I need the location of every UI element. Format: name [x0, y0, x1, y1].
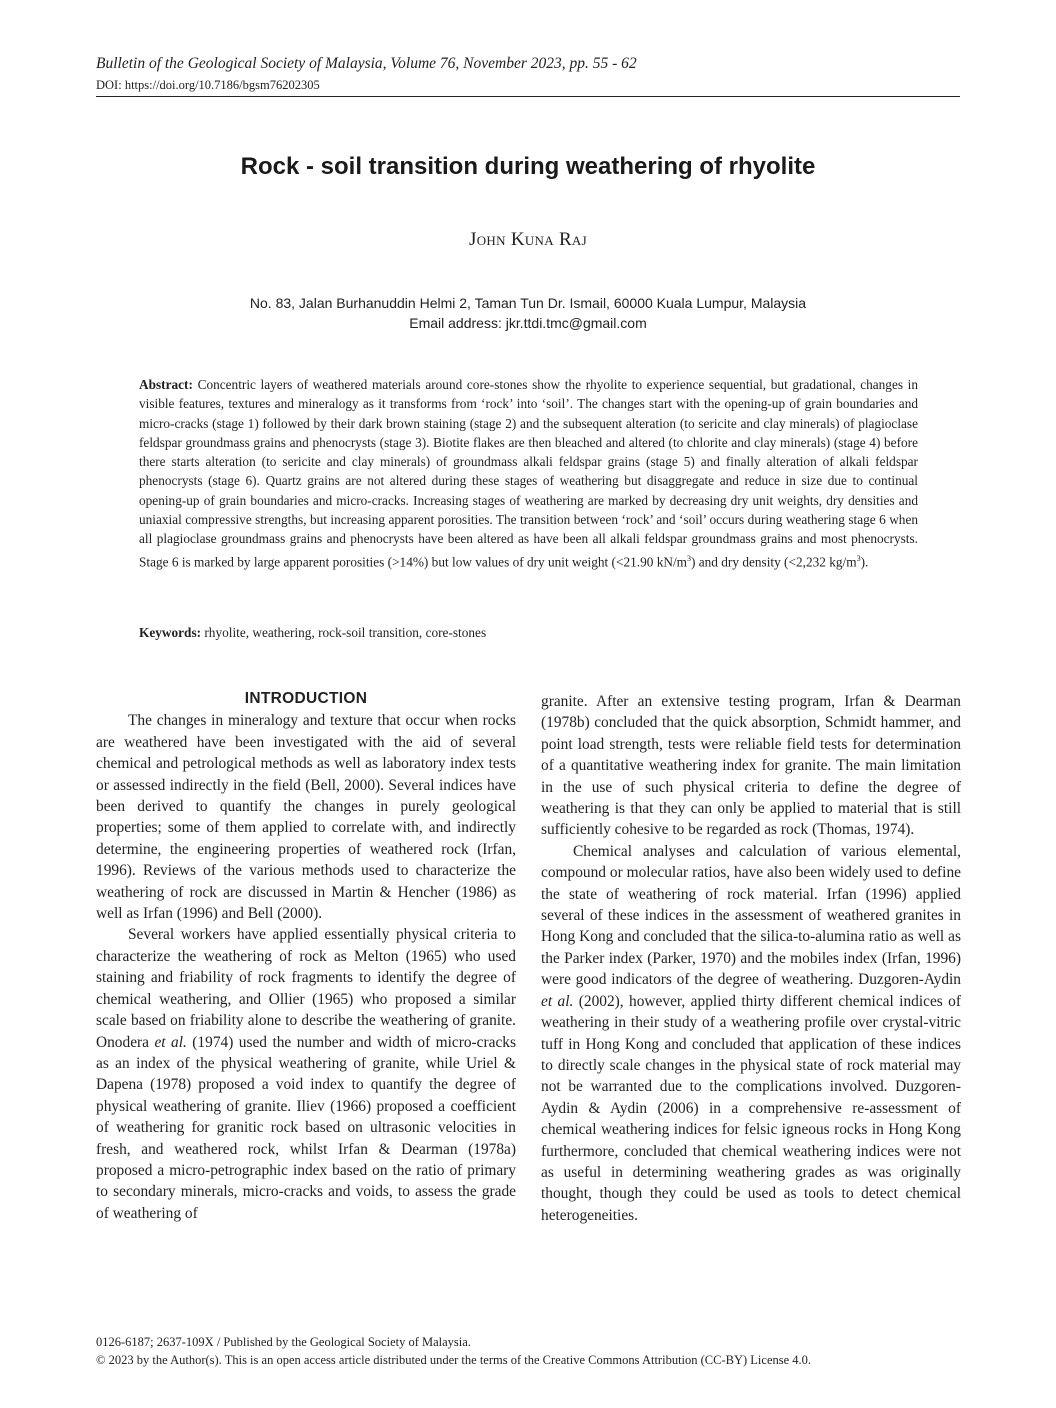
paragraph-text: Chemical analyses and calculation of various elemental, compound or molecular ratios, have also been widely used to define the state of weathering of rock material. Irfan (1996) applied several of these indices in the assessment of weathered granites in Hong Kong and concluded that the silica-to-alumina ratio as well as the Parker index (Parker, 1970) and the mobiles index (Irfan, 1996) were good indicators of the degree of weathering. Duzgoren-Aydin: [541, 842, 961, 989]
abstract-text: ) and dry density (<2,232 kg/m: [691, 554, 857, 570]
keywords: [139, 625, 918, 641]
right-column: [541, 691, 961, 1226]
paragraph: The changes in mineralogy and texture that occur when rocks are weathered have been investigated with the aid of several chemical and petrological methods as well as laboratory index tests or assessed indirectly in the field (Bell, 2000). Several indices have been derived to quantify the changes in purely geological properties; some of them applied to correlate with, and indirectly determine, the engineering properties of weathered rock (Irfan, 1996). Reviews of the various methods used to characterize the weathering of rock are discussed in Martin & Hencher (1986) as well as Irfan (1996) and Bell (2000).: [96, 712, 516, 923]
abstract-superscript: 3: [856, 553, 861, 563]
keywords-label: Keywords:: [139, 625, 202, 640]
affiliation-address: No. 83, Jalan Burhanuddin Helmi 2, Taman Tun Dr. Ismail, 60000 Kuala Lumpur, Malaysia: [249, 295, 807, 311]
abstract-text: ).: [860, 554, 869, 570]
et-al: et al.: [541, 992, 574, 1010]
abstract-superscript: 3: [687, 553, 691, 563]
abstract-text: Concentric layers of weathered materials around core-stones show the rhyolite to experience sequential, but gradational, changes in visible features, textures and mineralogy as it transforms from ‘rock’ into ‘soil’. The changes start with the opening-up of grain boundaries and micro-cracks (stage 1) followed by their dark brown staining (stage 2) and the subsequent alteration (to sericite and clay minerals) of plagioclase feldspar groundmass grains and phenocrysts (stage 3). Biotite flakes are then bleached and altered (to chlorite and clay minerals) (stage 4) before there starts alteration (to sericite and clay minerals) of groundmass alkali feldspar grains (stage 5) and finally alteration of alkali feldspar phenocrysts (stage 6). Quartz grains are not altered during these stages of weathering but disaggregate and reduce in size due to continual opening-up of grain boundaries and micro-cracks. Increasing stages of weathering are marked by decreasing dry unit weights, dry densities and uniaxial compressive strengths, but increasing apparent porosities. The transition between ‘rock’ and ‘soil’ occurs during weathering stage 6 when all plagioclase groundmass grains and phenocrysts have been altered as have been all alkali feldspar groundmass grains and most phenocrysts. Stage 6 is marked by large apparent porosities (>14%) but low values of dry unit weight (<21.90 kN/m: [139, 377, 919, 570]
paragraph-text: (2002), however, applied thirty different chemical indices of weathering in their study of a weathering profile over crystal-vitric tuff in Hong Kong and concluded that application of these indices to directly scale changes in the physical state of rock material may not be warranted due to the complications involved. Duzgoren-Aydin & Aydin (2006) in a comprehensive re-assessment of chemical weathering indices for felsic igneous rocks in Hong Kong furthermore, concluded that chemical weathering indices were not as useful in determining weathering grades as was originally thought, though they could be used as tools to detect chemical heterogeneities.: [541, 992, 961, 1224]
author-email: Email address: jkr.ttdi.tmc@gmail.com: [409, 315, 647, 331]
paragraph: [96, 924, 516, 1224]
affiliation-block: [0, 293, 1056, 333]
journal-citation: Bulletin of the Geological Society of Malaysia, Volume 76, November 2023, pp. 55 - 62: [96, 55, 637, 72]
article-title: Rock - soil transition during weathering of rhyolite: [240, 153, 816, 180]
keywords-text: rhyolite, weathering, rock-soil transition, core-stones: [204, 625, 487, 640]
page-footer: [96, 1333, 811, 1369]
paragraph: [541, 841, 961, 1226]
paragraph-text: Several workers have applied essentially physical criteria to characterize the weathering of rock as Melton (1965) who used staining and friability of rock fragments to identify the degree of chemical weathering, and Ollier (1965) who proposed a similar scale based on friability alone to describe the weathering of granite. Onodera: [96, 926, 516, 1051]
left-column: [96, 688, 516, 1224]
paragraph: granite. After an extensive testing program, Irfan & Dearman (1978b) concluded that the quick absorption, Schmidt hammer, and point load strength, tests were reliable field tests for determination of a quantitative weathering index for granite. The main limitation in the use of such physical criteria to define the degree of weathering is that they can only be applied to material that is still sufficiently cohesive to be regarded as rock (Thomas, 1974).: [541, 693, 961, 839]
et-al: et al.: [154, 1033, 187, 1051]
header-rule: [96, 96, 960, 97]
author-name: John Kuna Raj: [469, 229, 587, 250]
section-heading-introduction: INTRODUCTION: [244, 690, 368, 707]
paragraph-text: (1974) used the number and width of micro-cracks as an index of the physical weathering of granite, while Uriel & Dapena (1978) proposed a void index to quantify the degree of physical weathering of granite. Iliev (1966) proposed a coefficient of weathering for granitic rock based on ultrasonic velocities in fresh, and weathered rock, whilst Irfan & Dearman (1978a) proposed a micro-petrographic index based on the ratio of primary to secondary minerals, micro-cracks and voids, to assess the grade of weathering of: [96, 1033, 516, 1222]
abstract: [139, 375, 918, 571]
footer-license: © 2023 by the Author(s). This is an open access article distributed under the terms of the Creative Commons Attribution (CC-BY) License 4.0.: [96, 1353, 812, 1367]
doi-line: DOI: https://doi.org/10.7186/bgsm76202305: [96, 78, 320, 92]
abstract-label: Abstract:: [139, 377, 193, 392]
footer-issn: 0126-6187; 2637-109X / Published by the Geological Society of Malaysia.: [96, 1335, 471, 1349]
